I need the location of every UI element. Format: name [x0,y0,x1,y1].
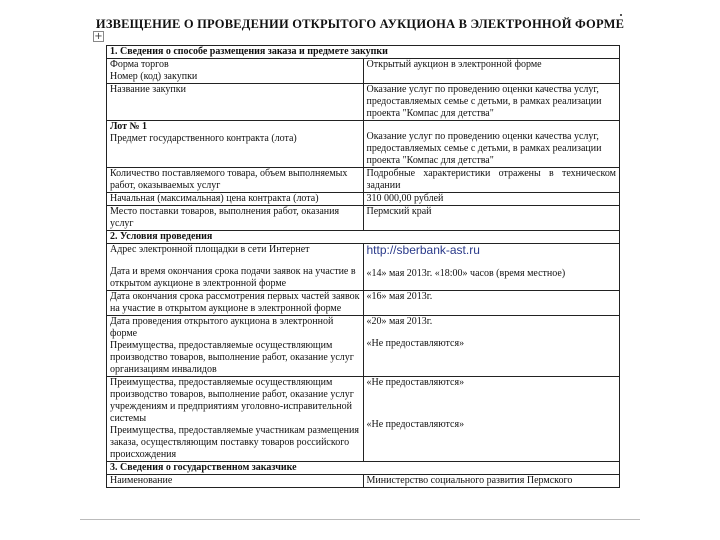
nazvanie-value: Оказание услуг по проведению оценки качества услуг, предоставляемых семье с детьми, в рамках реализации проекта "Компас для детства" [363,84,620,121]
data-prov-value-cell [363,316,620,377]
section-row [107,231,620,244]
section-row [107,462,620,475]
auction-notice-table [106,45,620,488]
table-move-handle-icon[interactable]: + [94,31,103,42]
table-row [107,316,620,377]
page-bottom-rule [80,519,640,520]
adres-cell [107,244,364,291]
table-row [107,377,620,462]
section-heading-2: 2. Условия проведения [107,231,620,244]
nazvanie-label: Название закупки [107,84,364,121]
lot-cell [107,121,364,168]
pr2-value-cell [363,377,620,462]
mesto-value: Пермский край [363,206,620,231]
pr1-label: Преимущества, предоставляемые осуществляющим производство товаров, выполнение работ, оказание услуг организациям инвалидов [110,340,354,375]
section-row [107,46,620,59]
table-row [107,475,620,488]
data-prov-cell [107,316,364,377]
predmet-value: Оказание услуг по проведению оценки качества услуг, предоставляемых семье с детьми, в рамках реализации проекта "Компас для детства" [366,131,602,166]
nomer-label: Номер (код) закупки [110,71,198,82]
table-row [107,84,620,121]
lot-label: Лот № 1 [110,121,148,132]
table-row [107,244,620,291]
table-row [107,168,620,193]
platform-link[interactable]: http://sberbank-ast.ru [366,243,480,257]
row-label [107,59,364,84]
kolichestvo-value: Подробные характеристики отражены в техническом задании [363,168,620,193]
pr2-cell [107,377,364,462]
pr2-value: «Не предоставляются» [366,377,465,388]
cena-label: Начальная (максимальная) цена контракта (лота) [107,193,364,206]
table-row [107,291,620,316]
pr2-label: Преимущества, предоставляемые осуществляющим производство товаров, выполнение работ, оказание услуг учреждениям и предприятиям уголовно-исправительной системы [110,377,354,424]
data-okonch-label: Дата и время окончания срока подачи заявок на участие в открытом аукционе в электронной форме [110,266,356,289]
kolichestvo-label: Количество поставляемого товара, объем выполняемых работ, оказываемых услуг [107,168,364,193]
adres-value-cell [363,244,620,291]
table-row [107,59,620,84]
mesto-label: Место поставки товаров, выполнения работ, оказания услуг [107,206,364,231]
predmet-label: Предмет государственного контракта (лота) [110,133,297,144]
table-row [107,193,620,206]
pr3-label: Преимущества, предоставляемые участникам размещения заказа, осуществляющим поставку товаров российского происхождения [110,425,359,460]
data-rassm-value: «16» мая 2013г. [363,291,620,316]
section-heading-3: 3. Сведения о государственном заказчике [107,462,620,475]
table-row [107,206,620,231]
cena-value: 310 000,00 рублей [363,193,620,206]
naim-label: Наименование [107,475,364,488]
forma-label: Форма торгов [110,59,169,70]
pr1-value: «Не предоставляются» [366,338,465,349]
data-prov-label: Дата проведения открытого аукциона в электронной форме [110,316,334,339]
adres-label: Адрес электронной площадки в сети Интернет [110,244,310,255]
forma-value: Открытый аукцион в электронной форме [363,59,620,84]
data-okonch-value: «14» мая 2013г. «18:00» часов (время местное) [366,268,566,279]
predmet-cell [363,121,620,168]
data-rassm-label: Дата окончания срока рассмотрения первых частей заявок на участие в открытом аукционе в электронной форме [107,291,364,316]
marker-dot [620,14,622,16]
document-title: ИЗВЕЩЕНИЕ О ПРОВЕДЕНИИ ОТКРЫТОГО АУКЦИОНА В ЭЛЕКТРОННОЙ ФОРМЕ [95,17,625,31]
pr3-value: «Не предоставляются» [366,419,465,430]
data-prov-value: «20» мая 2013г. [366,316,433,327]
naim-value: Министерство социального развития Пермского [363,475,620,488]
table-row [107,121,620,168]
section-heading-1: 1. Сведения о способе размещения заказа и предмете закупки [107,46,620,59]
